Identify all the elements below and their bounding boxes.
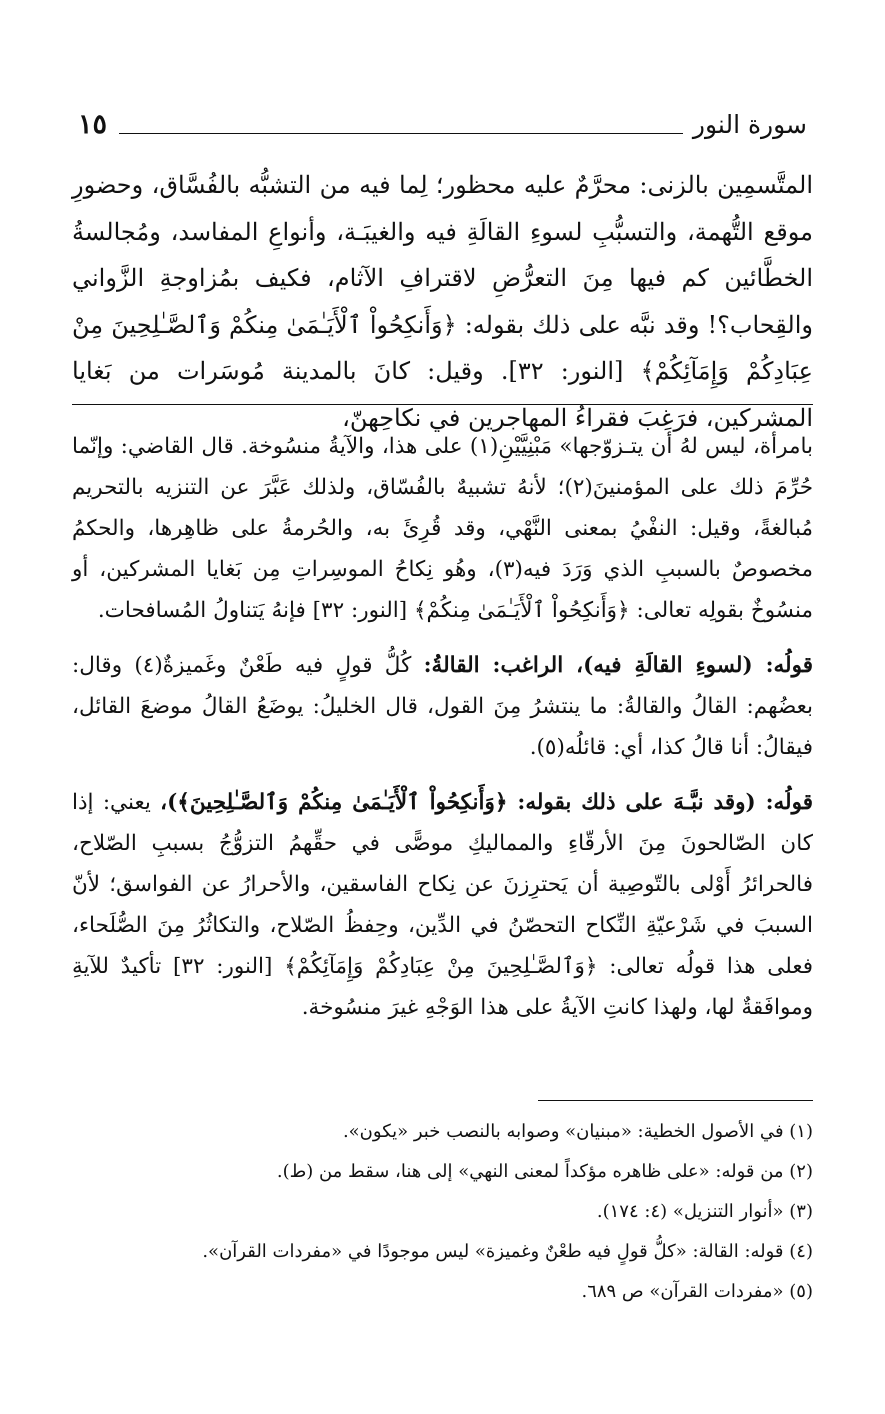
commentary bbox=[72, 426, 813, 1042]
commentary-paragraph-1: بامرأة، ليس لهُ أن يتـزوّجها» مَبْنِيَّيْنِ(١) على هذا، والآيةُ منسُوخة. قال القاضي: وإنّما حُرِّمَ ذلك على المؤمنينَ(٢)؛ لأنهُ تشبيهٌ بالفُسّاق، ولذلك عَبَّرَ عن التنزيه بالتحريم مُبالغةً، وقيل: النفْيُ بمعنى النَّهْي، وقد قُرِئَ به، والحُرمةُ على ظاهِرها، والحكمُ مخصوصٌ بالسببِ الذي وَرَدَ فيه(٣)، وهُو نِكاحُ الموسِراتِ مِن بَغايا المشركين، أو منسُوخٌ بقولِه تعالى: ﴿وَأَنكِحُواْ ٱلْأَيَـٰمَىٰ مِنكُمْ﴾ [النور: ٣٢] فإنهُ يَتناولُ المُسافحات. bbox=[72, 434, 814, 623]
footnote: (٤) قوله: القالة: «كلُّ قولٍ فيه طعْنٌ وغميزة» ليس موجودًا في «مفردات القرآن». bbox=[202, 1241, 813, 1262]
commentary-paragraph-2 bbox=[72, 645, 813, 768]
header-rule bbox=[119, 133, 683, 134]
footnote: (٥) «مفردات القرآن» ص ٦٨٩. bbox=[581, 1281, 813, 1302]
footnote: (٣) «أنوار التنزيل» (٤: ١٧٤). bbox=[596, 1201, 813, 1222]
surah-title: سورة النور bbox=[692, 110, 807, 139]
page-number: ١٥ bbox=[78, 109, 108, 140]
commentary-lead: قولُه: (لسوءِ القالَةِ فيه)، الراغب: القالةُ: bbox=[423, 653, 813, 678]
footnote: (١) في الأصول الخطية: «مبنيان» وصوابه بالنصب خبر «يكون». bbox=[342, 1121, 813, 1142]
footnote: (٢) من قوله: «على ظاهره مؤكداً لمعنى النهي» إلى هنا، سقط من (ط). bbox=[276, 1161, 813, 1182]
main-text bbox=[72, 162, 813, 441]
page-header bbox=[78, 102, 807, 142]
text-separator bbox=[72, 404, 813, 405]
footnote-separator bbox=[538, 1100, 813, 1101]
commentary-body: يعني: إذا كان الصّالحونَ مِنَ الأرقّاءِ والمماليكِ موصًّى في حقِّهمُ التزوُّجُ بسببِ الصّلاح، فالحرائرُ أَوْلى بالتّوصِية أن يَحترِزنَ عن نِكاح الفاسقين، والأحرارُ عن الفواسق؛ لأنّ السببَ في شَرْعيّةِ النِّكاح التحصّنُ في الدِّين، وحِفظُ الصّلاح، والتكاثُرُ مِنَ الصُّلَحاء، فعلى هذا قولُه تعالى: ﴿وَٱلصَّـٰلِحِينَ مِنْ عِبَادِكُمْ وَإِمَآئِكُمْ﴾ [النور: ٣٢] تأكيدٌ للآيةِ وموافَقةٌ لها، ولهذا كانتِ الآيةُ على هذا الوَجْهِ غيرَ منسُوخة. bbox=[72, 790, 813, 1020]
footnotes bbox=[72, 1112, 813, 1312]
commentary-paragraph-3 bbox=[72, 782, 813, 1028]
commentary-body: كُلُّ قولٍ فيه طَعْنٌ وغَميزةٌ(٤) وقال: بعضُهم: القالُ والقالةُ: ما ينتشرُ مِنَ القول، قال الخليلُ: يوضَعُ القالُ موضعَ القائل، فيقالُ: أنا قالُ كذا، أي: قائلُه(٥). bbox=[72, 653, 813, 760]
commentary-lead: قولُه: (وقد نبَّـهَ على ذلك بقوله: ﴿وَأَنكِحُواْ ٱلْأَيَـٰمَىٰ مِنكُمْ وَٱلصَّـٰلِحِينَ﴾)، bbox=[160, 790, 813, 815]
main-paragraph: المتَّسمِين بالزنى: محرَّمٌ عليه محظور؛ لِما فيه من التشبُّه بالفُسَّاق، وحضورِ موقع التُّهمة، والتسبُّبِ لسوءِ القالَةِ فيه والغيبَـة، وأنواعِ المفاسد، ومُجالسةُ الخطَّائين كم فيها مِنَ التعرُّضِ لاقترافِ الآثام، فكيف بمُزاوجةِ الزَّواني والقِحاب؟! وقد نبَّه على ذلك بقوله: ﴿وَأَنكِحُواْ ٱلْأَيَـٰمَىٰ مِنكُمْ وَٱلصَّـٰلِحِينَ مِنْ عِبَادِكُمْ وَإِمَآئِكُمْ﴾ [النور: ٣٢]. وقيل: كانَ بالمدينة مُوسَرات من بَغايا المشركين، فرَغِبَ فقراءُ المهاجرين في نكاحِهنّ، bbox=[72, 171, 814, 432]
